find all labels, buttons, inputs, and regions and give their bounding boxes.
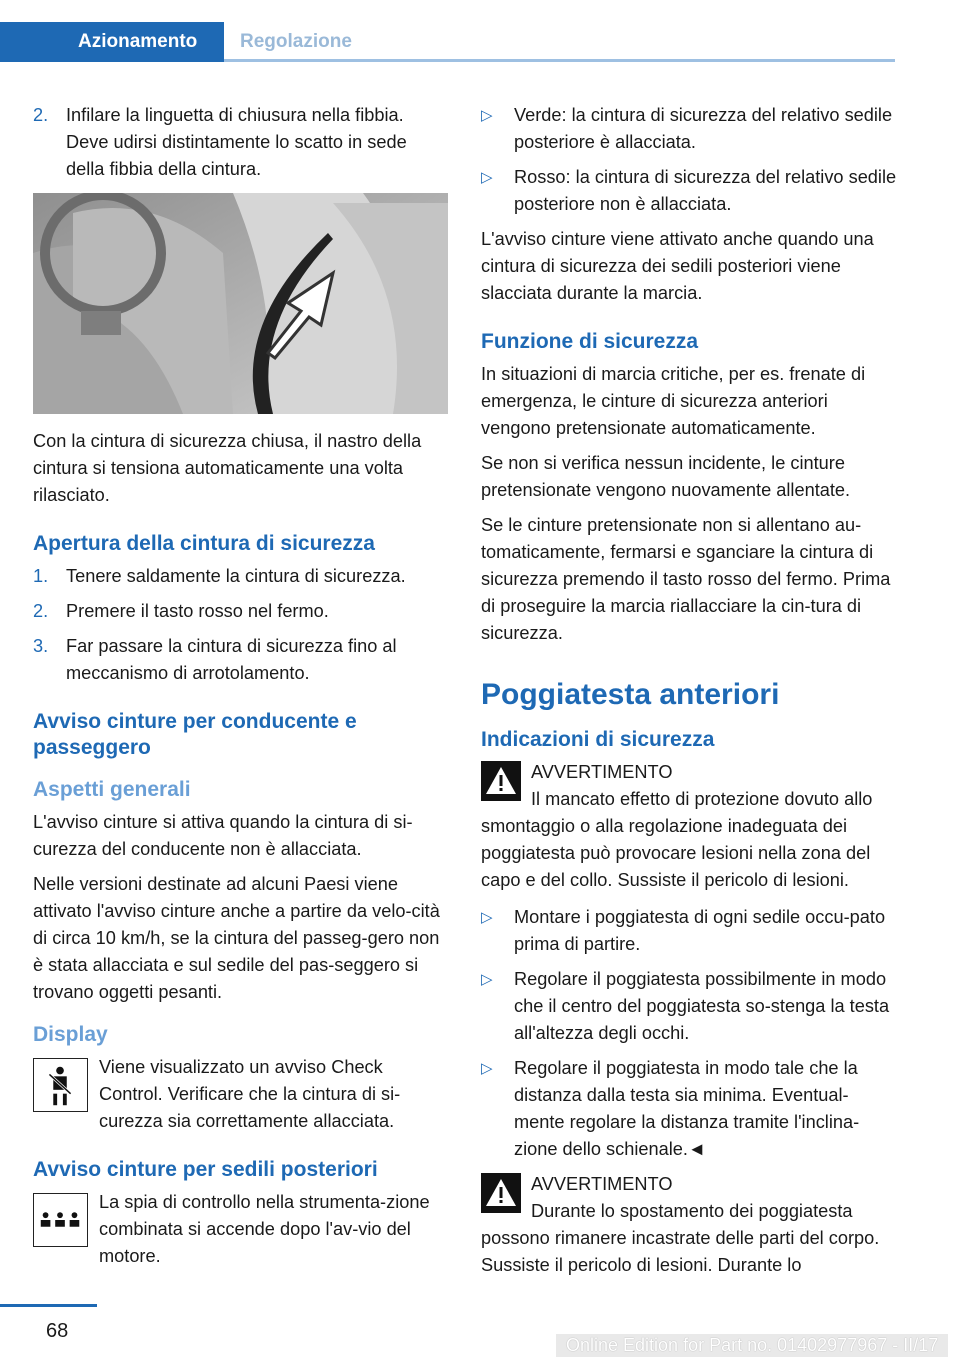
triangle-bullet-icon: ▷ [481, 1060, 493, 1077]
opening-heading: Apertura della cintura di sicurezza [33, 532, 375, 555]
rear-text: La spia di controllo nella strumenta-zione combinata si accende dopo l'av-vio del motore. [99, 1192, 430, 1266]
warning-text: Durante lo spostamento dei poggiatesta possono rimanere incastrate delle parti del corpo. Sussiste il pericolo di lesioni. Durante lo [481, 1201, 880, 1275]
warning-label: AVVERTIMENTO [531, 762, 673, 782]
step-text: Infilare la linguetta di chiusura nella fibbia. Deve udirsi distintamente lo scatto in sede della fibbia della cintura. [66, 105, 407, 179]
warning-triangle-icon [481, 1173, 521, 1213]
safety-heading: Funzione di sicurezza [481, 330, 699, 353]
general-paragraph-2: Nelle versioni destinate ad alcuni Paesi viene attivato l'avviso cinture anche a partire da velo-cità di circa 10 km/h, se la cintura del passeg-gero non è stata allacciata e sul sedile del pas-seggero si trovano oggetti pesanti. [33, 874, 440, 1002]
step-number: 1. [33, 566, 49, 586]
warning-label: AVVERTIMENTO [531, 1174, 673, 1194]
step-2 [33, 102, 449, 183]
rear-seatbelt-icon [33, 1193, 88, 1247]
safety-paragraph-1: In situazioni di marcia critiche, per es. frenate di emergenza, le cinture di sicurezza anteriori vengono pretensionate automaticamente. [481, 364, 866, 438]
seatbelt-warning-icon [33, 1058, 88, 1112]
display-heading: Display [33, 1023, 108, 1046]
step-number: 2. [33, 105, 49, 125]
bullet-green [481, 102, 897, 156]
warning-triangle-icon [481, 761, 521, 801]
right-column [481, 102, 897, 1279]
step-number: 2. [33, 601, 49, 621]
header-rule [224, 59, 895, 62]
bullet-text: Regolare il poggiatesta possibilmente in modo che il centro del poggiatesta so-stenga la testa all'altezza degli occhi. [514, 969, 890, 1043]
warning-2 [481, 1171, 897, 1279]
general-paragraph-1: L'avviso cinture si attiva quando la cintura di si-curezza del conducente non è allacciata. [33, 812, 413, 859]
rear-row [33, 1189, 449, 1270]
safety-paragraph-2: Se non si verifica nessun incidente, le cinture pretensionate vengono nuovamente allentate. [481, 453, 851, 500]
opening-step-3 [33, 633, 449, 687]
reminder-heading: Avviso cinture per conducente e passeggero [33, 710, 357, 759]
step-text: Far passare la cintura di sicurezza fino al meccanismo di arrotolamento. [66, 636, 397, 683]
bullet-text: Montare i poggiatesta di ogni sedile occu-pato prima di partire. [514, 907, 886, 954]
headrest-bullet-1 [481, 904, 897, 958]
headrest-heading: Poggiatesta anteriori [481, 678, 780, 711]
opening-step-2 [33, 598, 449, 625]
page-header [0, 0, 960, 62]
bullet-red [481, 164, 897, 218]
triangle-bullet-icon: ▷ [481, 909, 493, 926]
bullet-text: Rosso: la cintura di sicurezza del relativo sedile posteriore non è allacciata. [514, 167, 897, 214]
bullet-text: Verde: la cintura di sicurezza del relativo sedile posteriore è allacciata. [514, 105, 893, 152]
opening-step-1 [33, 563, 449, 590]
tab-regolazione[interactable]: Regolazione [240, 31, 352, 52]
step-text: Premere il tasto rosso nel fermo. [66, 601, 329, 621]
bullet-text: Regolare il poggiatesta in modo tale che la distanza dalla testa sia minima. Eventual-mente regolare la distanza tramite l'inclina-zione dello schienale.◄ [514, 1058, 860, 1159]
activated-paragraph: L'avviso cinture viene attivato anche quando una cintura di sicurezza dei sedili posteriori viene slacciata durante la marcia. [481, 229, 874, 303]
step-text: Tenere saldamente la cintura di sicurezza. [66, 566, 406, 586]
belt-tension-text: Con la cintura di sicurezza chiusa, il nastro della cintura si tensiona automaticamente una volta rilasciato. [33, 431, 422, 505]
triangle-bullet-icon: ▷ [481, 169, 493, 186]
page-number: 68 [46, 1320, 69, 1342]
tab-azionamento[interactable]: Azionamento [0, 22, 224, 62]
left-column [33, 102, 449, 1278]
headrest-bullet-2 [481, 966, 897, 1047]
triangle-bullet-icon: ▷ [481, 971, 493, 988]
rear-heading: Avviso cinture per sedili posteriori [33, 1158, 378, 1181]
safety-paragraph-3: Se le cinture pretensionate non si allentano au-tomaticamente, fermarsi e sganciare la cintura di sicurezza premendo il tasto rosso del fermo. Prima di proseguire la marcia riallacciare la cin-tura di sicurezza. [481, 515, 891, 643]
warning-text: Il mancato effetto di protezione dovuto allo smontaggio o alla regolazione inadeguata dei poggiatesta può provocare lesioni nella zona del capo e del collo. Sussiste il pericolo di lesioni. [481, 789, 873, 890]
warning-1 [481, 759, 897, 894]
general-heading: Aspetti generali [33, 778, 191, 801]
triangle-bullet-icon: ▷ [481, 107, 493, 124]
display-text: Viene visualizzato un avviso Check Control. Verificare che la cintura di si-curezza sia correttamente allacciata. [99, 1057, 401, 1131]
seatbelt-buckle-photo [33, 193, 448, 414]
footer-rule [0, 1304, 97, 1307]
safety-notes-heading: Indicazioni di sicurezza [481, 728, 715, 751]
edition-watermark: Online Edition for Part no. 01402977967 - II/17 [556, 1334, 948, 1357]
step-number: 3. [33, 636, 49, 656]
display-row [33, 1054, 449, 1135]
headrest-bullet-3 [481, 1055, 897, 1163]
